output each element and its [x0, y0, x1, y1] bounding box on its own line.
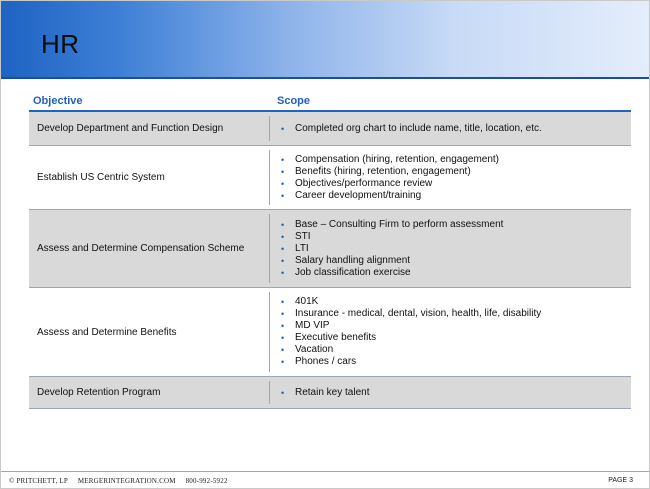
scope-cell — [281, 288, 626, 376]
bullet-dot-icon: • — [281, 267, 285, 278]
column-divider — [269, 150, 270, 205]
header-banner — [1, 1, 649, 79]
page-title: HR — [41, 29, 80, 59]
table-row — [29, 112, 631, 146]
objective-cell: Develop Department and Function Design — [37, 123, 224, 134]
scope-item — [281, 387, 626, 399]
scope-item — [281, 320, 626, 332]
scope-item — [281, 296, 626, 308]
table-header — [29, 93, 631, 112]
scope-item-text: Job classification exercise — [295, 266, 411, 278]
bullet-dot-icon: • — [281, 219, 285, 230]
scope-item — [281, 255, 626, 267]
scope-item-text: Base – Consulting Firm to perform assessment — [295, 218, 504, 230]
scope-item-text: Objectives/performance review — [295, 177, 433, 189]
scope-cell — [281, 210, 626, 287]
footer-phone: 800-992-5922 — [185, 477, 228, 485]
bullet-dot-icon: • — [281, 231, 285, 242]
scope-item-text: STI — [295, 230, 311, 242]
scope-item-text: Executive benefits — [295, 332, 377, 343]
bullet-dot-icon: • — [281, 357, 285, 367]
scope-item — [281, 332, 626, 344]
bullet-dot-icon: • — [281, 345, 285, 355]
scope-cell — [281, 112, 626, 145]
bullet-dot-icon: • — [281, 297, 285, 307]
scope-item-text: Retain key talent — [295, 386, 370, 398]
bullet-dot-icon: • — [281, 154, 285, 165]
column-divider — [269, 292, 270, 372]
table-row — [29, 146, 631, 210]
scope-item-text: Benefits (hiring, retention, engagement) — [295, 165, 471, 177]
bullet-dot-icon: • — [281, 387, 285, 398]
scope-item-text: Salary handling alignment — [295, 254, 411, 266]
scope-item — [281, 166, 626, 178]
objective-cell: Establish US Centric System — [37, 172, 165, 183]
scope-item-text: Phones / cars — [295, 356, 357, 367]
scope-item-text: LTI — [295, 242, 309, 254]
footer-website: MERGERINTEGRATION.COM — [77, 477, 176, 485]
objective-cell: Assess and Determine Compensation Scheme — [37, 243, 245, 254]
scope-item — [281, 231, 626, 243]
bullet-dot-icon: • — [281, 321, 285, 331]
scope-item — [281, 190, 626, 202]
bullet-dot-icon: • — [281, 166, 285, 177]
column-divider — [269, 381, 270, 404]
hr-table — [29, 93, 631, 409]
bullet-dot-icon: • — [281, 190, 285, 201]
footer-info — [9, 477, 236, 485]
scope-item — [281, 308, 626, 320]
bullet-dot-icon: • — [281, 255, 285, 266]
footer-divider — [1, 471, 649, 472]
page-number: PAGE 3 — [608, 477, 633, 484]
scope-cell — [281, 377, 626, 408]
scope-item — [281, 154, 626, 166]
scope-item-text: Compensation (hiring, retention, engagement) — [295, 153, 500, 165]
scope-item-text: MD VIP — [295, 320, 330, 331]
column-header-objective: Objective — [33, 95, 83, 107]
table-row — [29, 377, 631, 409]
scope-item — [281, 123, 626, 135]
table-row — [29, 288, 631, 377]
column-divider — [269, 214, 270, 283]
table-body — [29, 112, 631, 409]
scope-cell — [281, 146, 626, 209]
scope-item — [281, 219, 626, 231]
scope-item — [281, 178, 626, 190]
scope-item-text: Completed org chart to include name, title, location, etc. — [295, 122, 542, 134]
scope-item-text: Insurance - medical, dental, vision, health, life, disability — [295, 308, 542, 319]
objective-cell: Develop Retention Program — [37, 387, 161, 398]
bullet-dot-icon: • — [281, 123, 285, 134]
bullet-dot-icon: • — [281, 243, 285, 254]
scope-item — [281, 344, 626, 356]
scope-item-text: Vacation — [295, 344, 334, 355]
scope-item — [281, 243, 626, 255]
bullet-dot-icon: • — [281, 333, 285, 343]
scope-item — [281, 356, 626, 368]
scope-item-text: 401K — [295, 296, 319, 307]
column-header-scope: Scope — [277, 95, 311, 107]
scope-item — [281, 267, 626, 279]
table-row — [29, 210, 631, 288]
scope-item-text: Career development/training — [295, 189, 422, 201]
column-divider — [269, 116, 270, 141]
bullet-dot-icon: • — [281, 309, 285, 319]
footer-copyright: © PRITCHETT, LP — [9, 477, 68, 485]
objective-cell: Assess and Determine Benefits — [37, 326, 177, 338]
bullet-dot-icon: • — [281, 178, 285, 189]
